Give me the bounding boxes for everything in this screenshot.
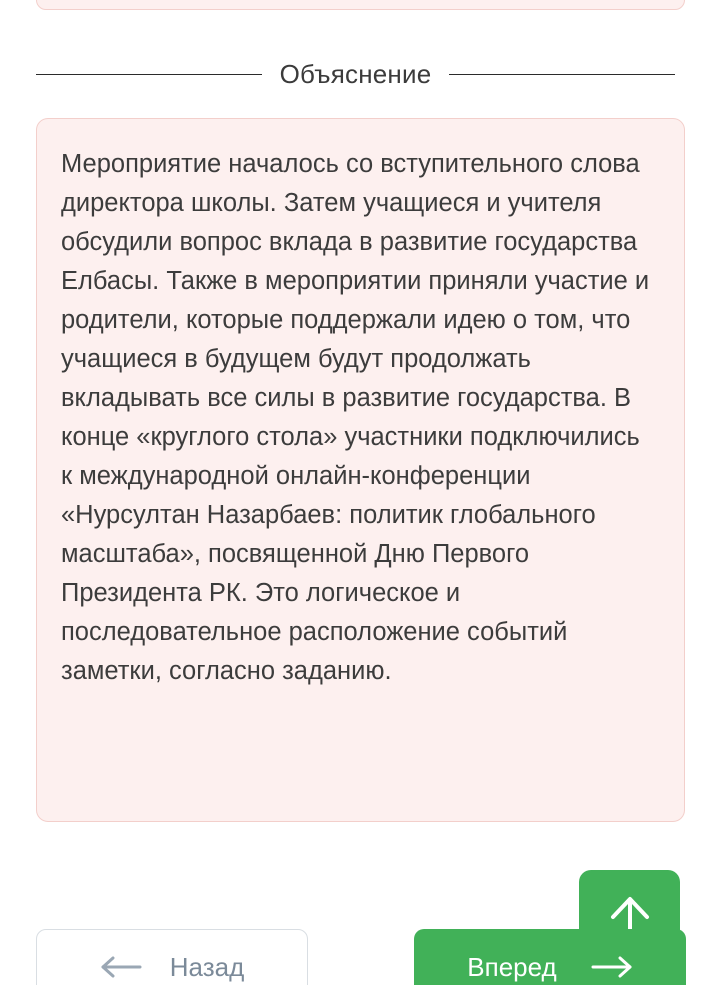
explanation-card (36, 118, 685, 822)
explanation-text: Мероприятие началось со вступительного слова директора школы. Затем учащиеся и учителя обсудили вопрос вклада в развитие государства Елбасы. Также в мероприятии приняли участие и родители, которые поддержали идею о том, что учащиеся в будущем будут продолжать вкладывать все силы в развитие государства. В конце «круглого стола» участники подключились к международной онлайн-конференции «Нурсултан Назарбаев: политик глобального масштаба», посвященной Дню Первого Президента РК. Это логическое и последовательное расположение событий заметки, согласно заданию. (61, 150, 657, 685)
section-title: Объяснение (279, 58, 432, 89)
divider-left (36, 74, 262, 75)
explanation-section-header (0, 52, 711, 96)
arrow-left-icon (100, 956, 142, 978)
forward-button[interactable] (414, 929, 686, 985)
back-button[interactable] (36, 929, 308, 985)
arrow-right-icon (591, 956, 633, 978)
previous-card-partial (36, 0, 685, 10)
forward-button-label: Вперед (467, 951, 557, 982)
divider-right (449, 74, 675, 75)
back-button-label: Назад (169, 951, 245, 982)
